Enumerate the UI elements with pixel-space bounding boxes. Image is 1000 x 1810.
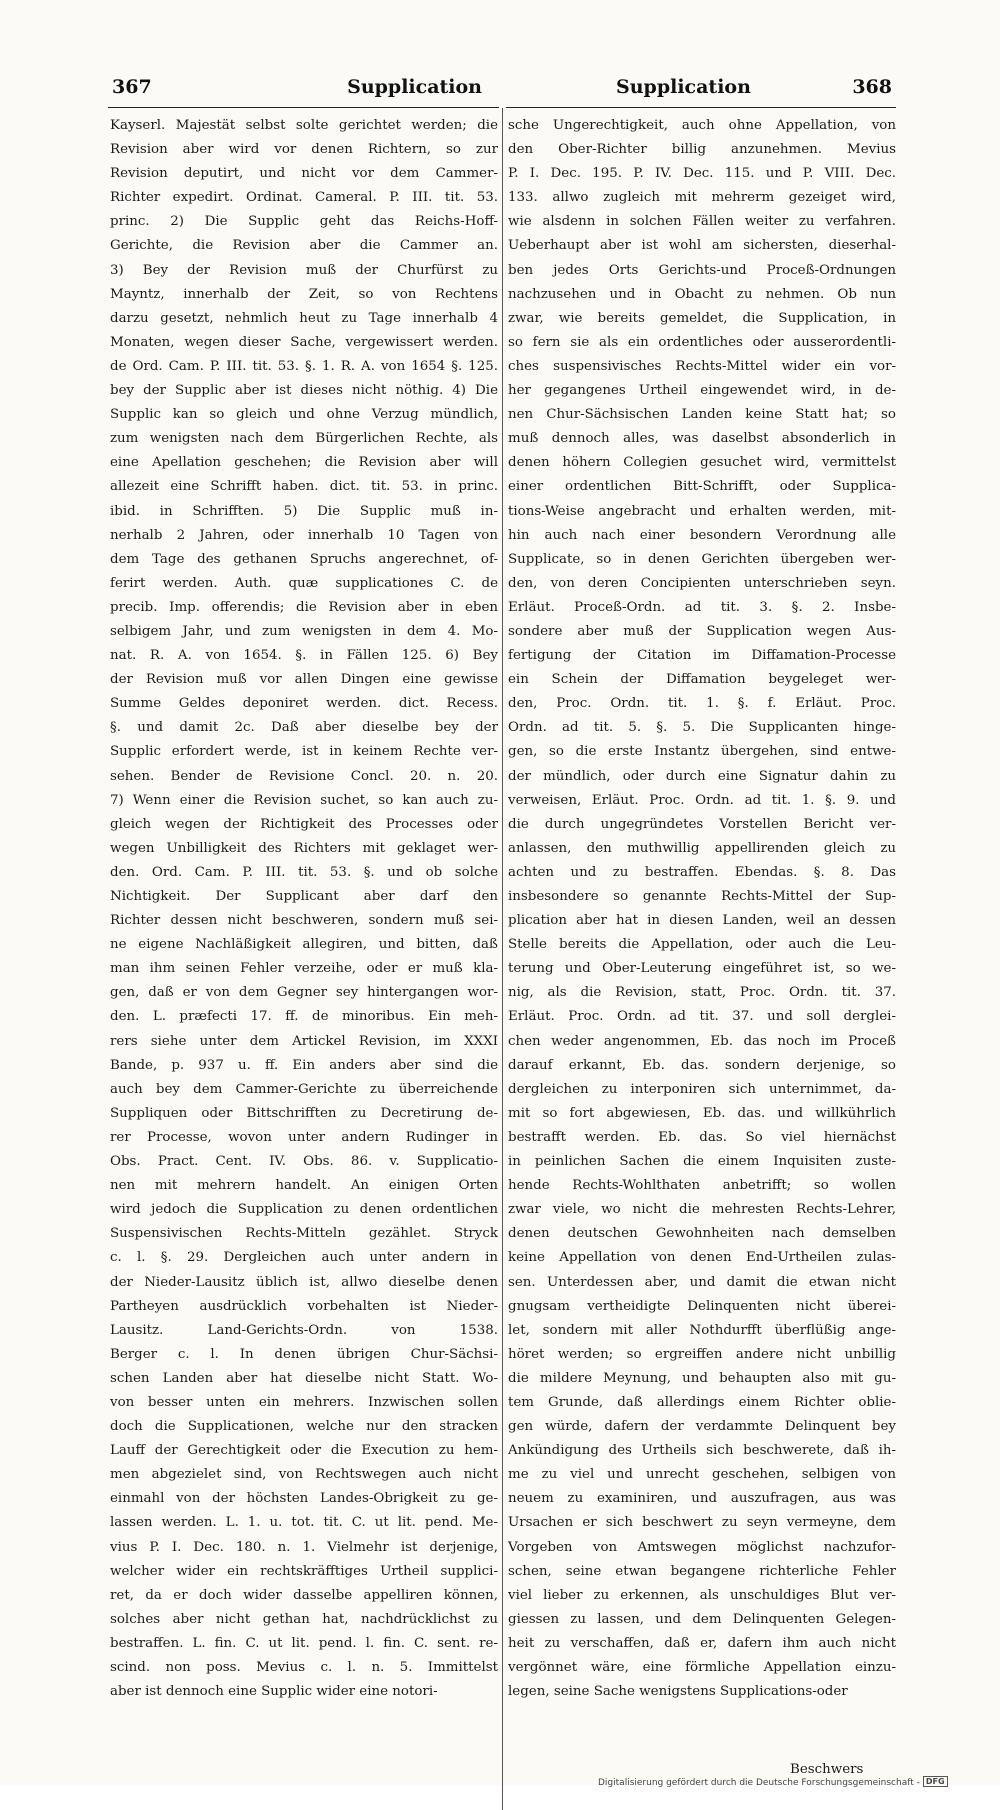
text-line: let, sondern mit aller Nothdurfft überflüßig ange- <box>508 1322 896 1338</box>
header-rule-left <box>108 107 499 108</box>
text-line: 133. allwo zugleich mit mehrerm gezeiget wird, <box>508 190 896 206</box>
catchword: Beschwers <box>790 1762 864 1777</box>
text-line: plication aber hat in diesen Landen, weil an dessen <box>508 913 896 929</box>
text-line: zwar viele, wo nicht die mehresten Rechts-Lehrer, <box>508 1202 896 1218</box>
text-line: den Ober-Richter billig anzunehmen. Mevius <box>508 142 896 158</box>
text-line: Supplic kan so gleich und ohne Verzug mündlich, <box>110 407 498 423</box>
text-line: Stelle bereits die Appellation, oder auch die Leu- <box>508 937 896 953</box>
text-line: man ihm seinen Fehler verzeihe, oder er muß kla- <box>110 961 498 977</box>
left-running-title: Supplication <box>347 76 482 98</box>
text-line: sondere aber muß der Supplication wegen Aus- <box>508 623 896 639</box>
text-line: legen, seine Sache wenigstens Supplications-oder <box>508 1684 848 1700</box>
text-line: Suspensivischen Rechts-Mitteln gezählet. Stryck <box>110 1226 498 1242</box>
text-line: Lauff der Gerechtigkeit oder die Execution zu hem- <box>110 1443 498 1459</box>
text-line: bey der Supplic aber ist dieses nicht nöthig. 4) Die <box>110 383 498 399</box>
text-line: gen würde, dafern der verdammte Delinquent bey <box>508 1419 896 1435</box>
text-line: tions-Weise angebracht und erhalten werden, mit- <box>508 503 896 519</box>
text-line: Obs. Pract. Cent. IV. Obs. 86. v. Supplicatio- <box>110 1154 498 1170</box>
text-line: terung und Ober-Leuterung eingeführet ist, so we- <box>508 961 896 977</box>
text-line: höret werden; so ergreiffen andere nicht unbillig <box>508 1346 896 1362</box>
text-line: Berger c. l. In denen übrigen Chur-Sächsi- <box>110 1346 498 1362</box>
text-line: rer Processe, wovon unter andern Rudinger in <box>110 1129 498 1145</box>
text-line: §. und damit 2c. Daß aber dieselbe bey der <box>110 720 498 736</box>
text-line: mit so fort abgewiesen, Eb. das. und willkührlich <box>508 1105 896 1121</box>
text-line: neuem zu examiniren, und auszufragen, aus was <box>508 1491 896 1507</box>
text-line: scind. non poss. Mevius c. l. n. 5. Immittelst <box>110 1660 498 1675</box>
text-line: rers siehe unter dem Artickel Revision, im XXXI <box>110 1033 498 1049</box>
text-line: ne eigene Nachläßigkeit allegiren, und bitten, daß <box>110 937 498 953</box>
text-line: muß dennoch alles, was daselbst absonderlich in <box>508 431 896 447</box>
text-line: nen Chur-Sächsischen Landen keine Statt hat; so <box>508 407 896 423</box>
text-line: Revision aber wird vor denen Richtern, so zur <box>110 142 498 158</box>
text-line: c. l. §. 29. Dergleichen auch unter andern in <box>110 1250 498 1266</box>
text-line: Ordn. ad tit. 5. §. 5. Die Supplicanten hinge- <box>508 720 896 736</box>
text-line: gleich wegen der Richtigkeit des Processes oder <box>110 816 498 832</box>
right-page-number: 368 <box>852 76 892 98</box>
text-line: dem Tage des gethanen Spruchs angerechnet, of- <box>110 551 498 567</box>
text-line: dergleichen zu interponiren sich unternimmet, da- <box>508 1081 896 1097</box>
text-line: fertigung der Citation im Diffamation-Processe <box>508 648 896 664</box>
text-line: zwar, wie bereits gemeldet, die Supplication, in <box>508 310 896 326</box>
text-line: nen mit mehrern handelt. An einigen Orten <box>110 1178 498 1194</box>
text-line: selbigem Jahr, und zum wenigsten in dem 4. Mo- <box>110 623 498 639</box>
text-line: men abgezielet sind, von Rechtswegen auch nicht <box>110 1467 498 1483</box>
column-divider <box>502 108 503 1810</box>
text-line: 3) Bey der Revision muß der Churfürst zu <box>110 262 498 278</box>
text-line: Partheyen ausdrücklich vorbehalten ist Nieder- <box>110 1298 498 1314</box>
text-line: einmahl von der höchsten Landes-Obrigkeit zu ge- <box>110 1491 498 1507</box>
text-line: ben jedes Orts Gerichts-und Proceß-Ordnungen <box>508 262 896 278</box>
text-line: wegen Unbilligkeit des Richters mit geklaget wer- <box>110 840 498 856</box>
text-line: auch bey dem Cammer-Gerichte zu überreichende <box>110 1081 498 1097</box>
text-line: Revision deputirt, und nicht vor dem Cammer- <box>110 166 498 182</box>
text-line: tem Grunde, daß allerdings einem Richter oblie- <box>508 1394 896 1410</box>
text-line: Erläut. Proceß-Ordn. ad tit. 3. §. 2. Insbe- <box>508 599 896 615</box>
text-line: Ursachen er sich beschwert zu seyn vermeyne, dem <box>508 1515 896 1531</box>
text-line: sen. Unterdessen aber, und damit die etwan nicht <box>508 1274 896 1290</box>
text-line: verweisen, Erläut. Proc. Ordn. ad tit. 1. §. 9. und <box>508 792 896 808</box>
text-line: sche Ungerechtigkeit, auch ohne Appellation, von <box>508 118 896 133</box>
text-line: gen, daß er von dem Gegner sey hintergangen wor- <box>110 985 498 1001</box>
text-line: in peinlichen Sachen die einem Inquisiten zuste- <box>508 1154 896 1170</box>
text-line: ches suspensivisches Rechts-Mittel wider ein vor- <box>508 358 896 374</box>
left-text-column <box>110 114 498 1704</box>
text-line: Kayserl. Majestät selbst solte gerichtet werden; die <box>110 118 498 133</box>
text-line: achten und zu bestraffen. Ebendas. §. 8. Das <box>508 864 896 880</box>
text-line: ein Schein der Diffamation beygeleget wer- <box>508 672 896 688</box>
text-line: Lausitz. Land-Gerichts-Ordn. von 1538. <box>110 1322 498 1338</box>
text-line: Bande, p. 937 u. ff. Ein anders aber sind die <box>110 1057 498 1073</box>
text-line: nig, als die Revision, statt, Proc. Ordn. tit. 37. <box>508 985 896 1001</box>
left-page-header <box>112 76 482 106</box>
text-line: Supplicate, so in denen Gerichten übergeben wer- <box>508 551 896 567</box>
text-line: den, von deren Concipienten unterschrieben seyn. <box>508 575 896 591</box>
text-line: me zu viel und unrecht geschehen, selbigen von <box>508 1467 896 1483</box>
footer-credit-text: Digitalisierung gefördert durch die Deutsche Forschungsgemeinschaft - <box>598 1778 920 1788</box>
text-line: Ueberhaupt aber ist wohl am sichersten, dieserhal- <box>508 238 896 254</box>
text-line: Suppliquen oder Bittschrifften zu Decretirung de- <box>110 1105 498 1121</box>
text-line: den, Proc. Ordn. tit. 1. §. f. Erläut. Proc. <box>508 696 896 712</box>
text-line: eine Apellation geschehen; die Revision aber will <box>110 455 498 471</box>
text-line: insbesondere so genannte Rechts-Mittel der Sup- <box>508 889 896 904</box>
text-line: viel lieber zu erkennen, als unschuldiges Blut ver- <box>508 1587 896 1603</box>
text-line: von besser unten ein mehrers. Inzwischen sollen <box>110 1394 498 1410</box>
text-line: schen, seine etwan begangene richterliche Fehler <box>508 1563 896 1579</box>
dfg-logo: DFG <box>923 1776 948 1787</box>
text-line: der Nieder-Lausitz üblich ist, allwo dieselbe denen <box>110 1274 498 1290</box>
text-line: bestraffen. L. fin. C. ut lit. pend. l. fin. C. sent. re- <box>110 1635 498 1651</box>
right-text-column <box>508 114 896 1704</box>
text-line: nachzusehen und in Obacht zu nehmen. Ob nun <box>508 286 896 302</box>
text-line: anlassen, den muthwillig appellirenden gleich zu <box>508 840 896 856</box>
text-line: princ. 2) Die Supplic geht das Reichs-Hoff- <box>110 214 498 230</box>
text-line: darauf erkannt, Eb. das. sondern derjenige, so <box>508 1057 896 1073</box>
text-line: den. Ord. Cam. P. III. tit. 53. §. und ob solche <box>110 864 498 880</box>
right-page-header <box>616 76 892 106</box>
text-line: Gerichte, die Revision aber die Cammer an. <box>110 238 498 254</box>
text-line: wird jedoch die Supplication zu denen ordentlichen <box>110 1202 498 1218</box>
text-line: Richter dessen nicht beschweren, sondern muß sei- <box>110 913 498 929</box>
text-line: vius P. I. Dec. 180. n. 1. Vielmehr ist derjenige, <box>110 1539 498 1555</box>
text-line: wie alsdenn in solchen Fällen weiter zu verfahren. <box>508 214 896 230</box>
text-line: allezeit eine Schrifft haben. dict. tit. 53. in princ. <box>110 479 498 495</box>
text-line: nat. R. A. von 1654. §. in Fällen 125. 6) Bey <box>110 648 498 664</box>
text-line: schen Landen aber hat dieselbe nicht Statt. Wo- <box>110 1370 498 1386</box>
text-line: P. I. Dec. 195. P. IV. Dec. 115. und P. VIII. Dec. <box>508 166 896 182</box>
text-line: precib. Imp. offerendis; die Revision aber in eben <box>110 599 498 615</box>
text-line: 7) Wenn einer die Revision suchet, so kan auch zu- <box>110 792 498 808</box>
right-running-title: Supplication <box>616 76 751 98</box>
text-line: ferirt werden. Auth. quæ supplicationes C. de <box>110 575 498 591</box>
text-line: Richter expedirt. Ordinat. Cameral. P. III. tit. 53. <box>110 190 498 206</box>
text-line: Supplic erfordert werde, ist in keinem Rechte ver- <box>110 744 498 760</box>
text-line: her gegangenes Urtheil eingewendet wird, in de- <box>508 383 896 399</box>
text-line: chen weder angenommen, Eb. das noch im Proceß <box>508 1033 896 1049</box>
text-line: ret, da er doch wider dasselbe appelliren können, <box>110 1587 498 1603</box>
text-line: gen, so die erste Instantz übergehen, sind entwe- <box>508 744 896 760</box>
left-page-number: 367 <box>112 76 152 98</box>
text-line: sehen. Bender de Revisione Concl. 20. n. 20. <box>110 768 498 784</box>
text-line: der Revision muß vor allen Dingen eine gewisse <box>110 672 498 688</box>
text-line: giessen zu lassen, und dem Delinquenten Gelegen- <box>508 1611 896 1627</box>
text-line: zum wenigsten nach dem Bürgerlichen Rechte, als <box>110 431 498 447</box>
text-line: aber ist dennoch eine Supplic wider eine notori- <box>110 1684 438 1700</box>
text-line: gnugsam vertheidigte Delinquenten nicht überei- <box>508 1298 896 1314</box>
text-line: so fern sie als ein ordentliches oder ausserordentli- <box>508 334 896 350</box>
text-line: heit zu verschaffen, daß er, dafern ihm auch nicht <box>508 1635 896 1651</box>
text-line: einer ordentlichen Bitt-Schrifft, oder Supplica- <box>508 479 896 495</box>
text-line: den. L. præfecti 17. ff. de minoribus. Ein meh- <box>110 1009 498 1025</box>
text-line: ibid. in Schrifften. 5) Die Supplic muß in- <box>110 503 498 519</box>
text-line: vergönnet wäre, eine förmliche Appellation einzu- <box>508 1660 896 1675</box>
text-line: Vorgeben von Amtswegen möglichst nachzufor- <box>508 1539 896 1555</box>
text-line: welcher wider ein rechtskräfftiges Urtheil supplici- <box>110 1563 498 1579</box>
text-line: nerhalb 2 Jahren, oder innerhalb 10 Tagen von <box>110 527 498 543</box>
text-line: denen höhern Collegien gesuchet wird, vermittelst <box>508 455 896 471</box>
text-line: Mayntz, innerhalb der Zeit, so von Rechtens <box>110 286 498 302</box>
footer-credit <box>598 1776 948 1788</box>
text-line: der mündlich, oder durch eine Signatur dahin zu <box>508 768 896 784</box>
text-line: Erläut. Proc. Ordn. ad tit. 37. und soll derglei- <box>508 1009 896 1025</box>
text-line: die mildere Meynung, und behaupten also mit gu- <box>508 1370 896 1386</box>
text-line: Summe Geldes deponiret werden. dict. Recess. <box>110 696 498 712</box>
text-line: darzu gesetzt, nehmlich heut zu Tage innerhalb 4 <box>110 310 498 326</box>
text-line: de Ord. Cam. P. III. tit. 53. §. 1. R. A. von 1654 §. 125. <box>110 358 498 374</box>
text-line: lassen werden. L. 1. u. tot. tit. C. ut lit. pend. Me- <box>110 1515 498 1531</box>
text-line: keine Appellation von denen End-Urtheilen zulas- <box>508 1250 896 1266</box>
text-line: denen deutschen Gewohnheiten nach demselben <box>508 1226 896 1242</box>
text-line: Nichtigkeit. Der Supplicant aber darf den <box>110 889 498 904</box>
text-line: Ankündigung des Urtheils sich beschwerete, daß ih- <box>508 1443 896 1459</box>
text-line: bestrafft werden. Eb. das. So viel hiernächst <box>508 1129 896 1145</box>
text-line: hende Rechts-Wohlthaten anbetrifft; so wollen <box>508 1178 896 1194</box>
text-line: hin auch nach einer besondern Verordnung alle <box>508 527 896 543</box>
header-rule-right <box>506 107 896 108</box>
text-line: solches aber nicht gethan hat, nachdrücklichst zu <box>110 1611 498 1627</box>
text-line: die durch ungegründetes Vorstellen Bericht ver- <box>508 816 896 832</box>
text-line: doch die Supplicationen, welche nur den stracken <box>110 1419 498 1435</box>
text-line: Monaten, wegen dieser Sache, vergewissert werden. <box>110 334 498 350</box>
